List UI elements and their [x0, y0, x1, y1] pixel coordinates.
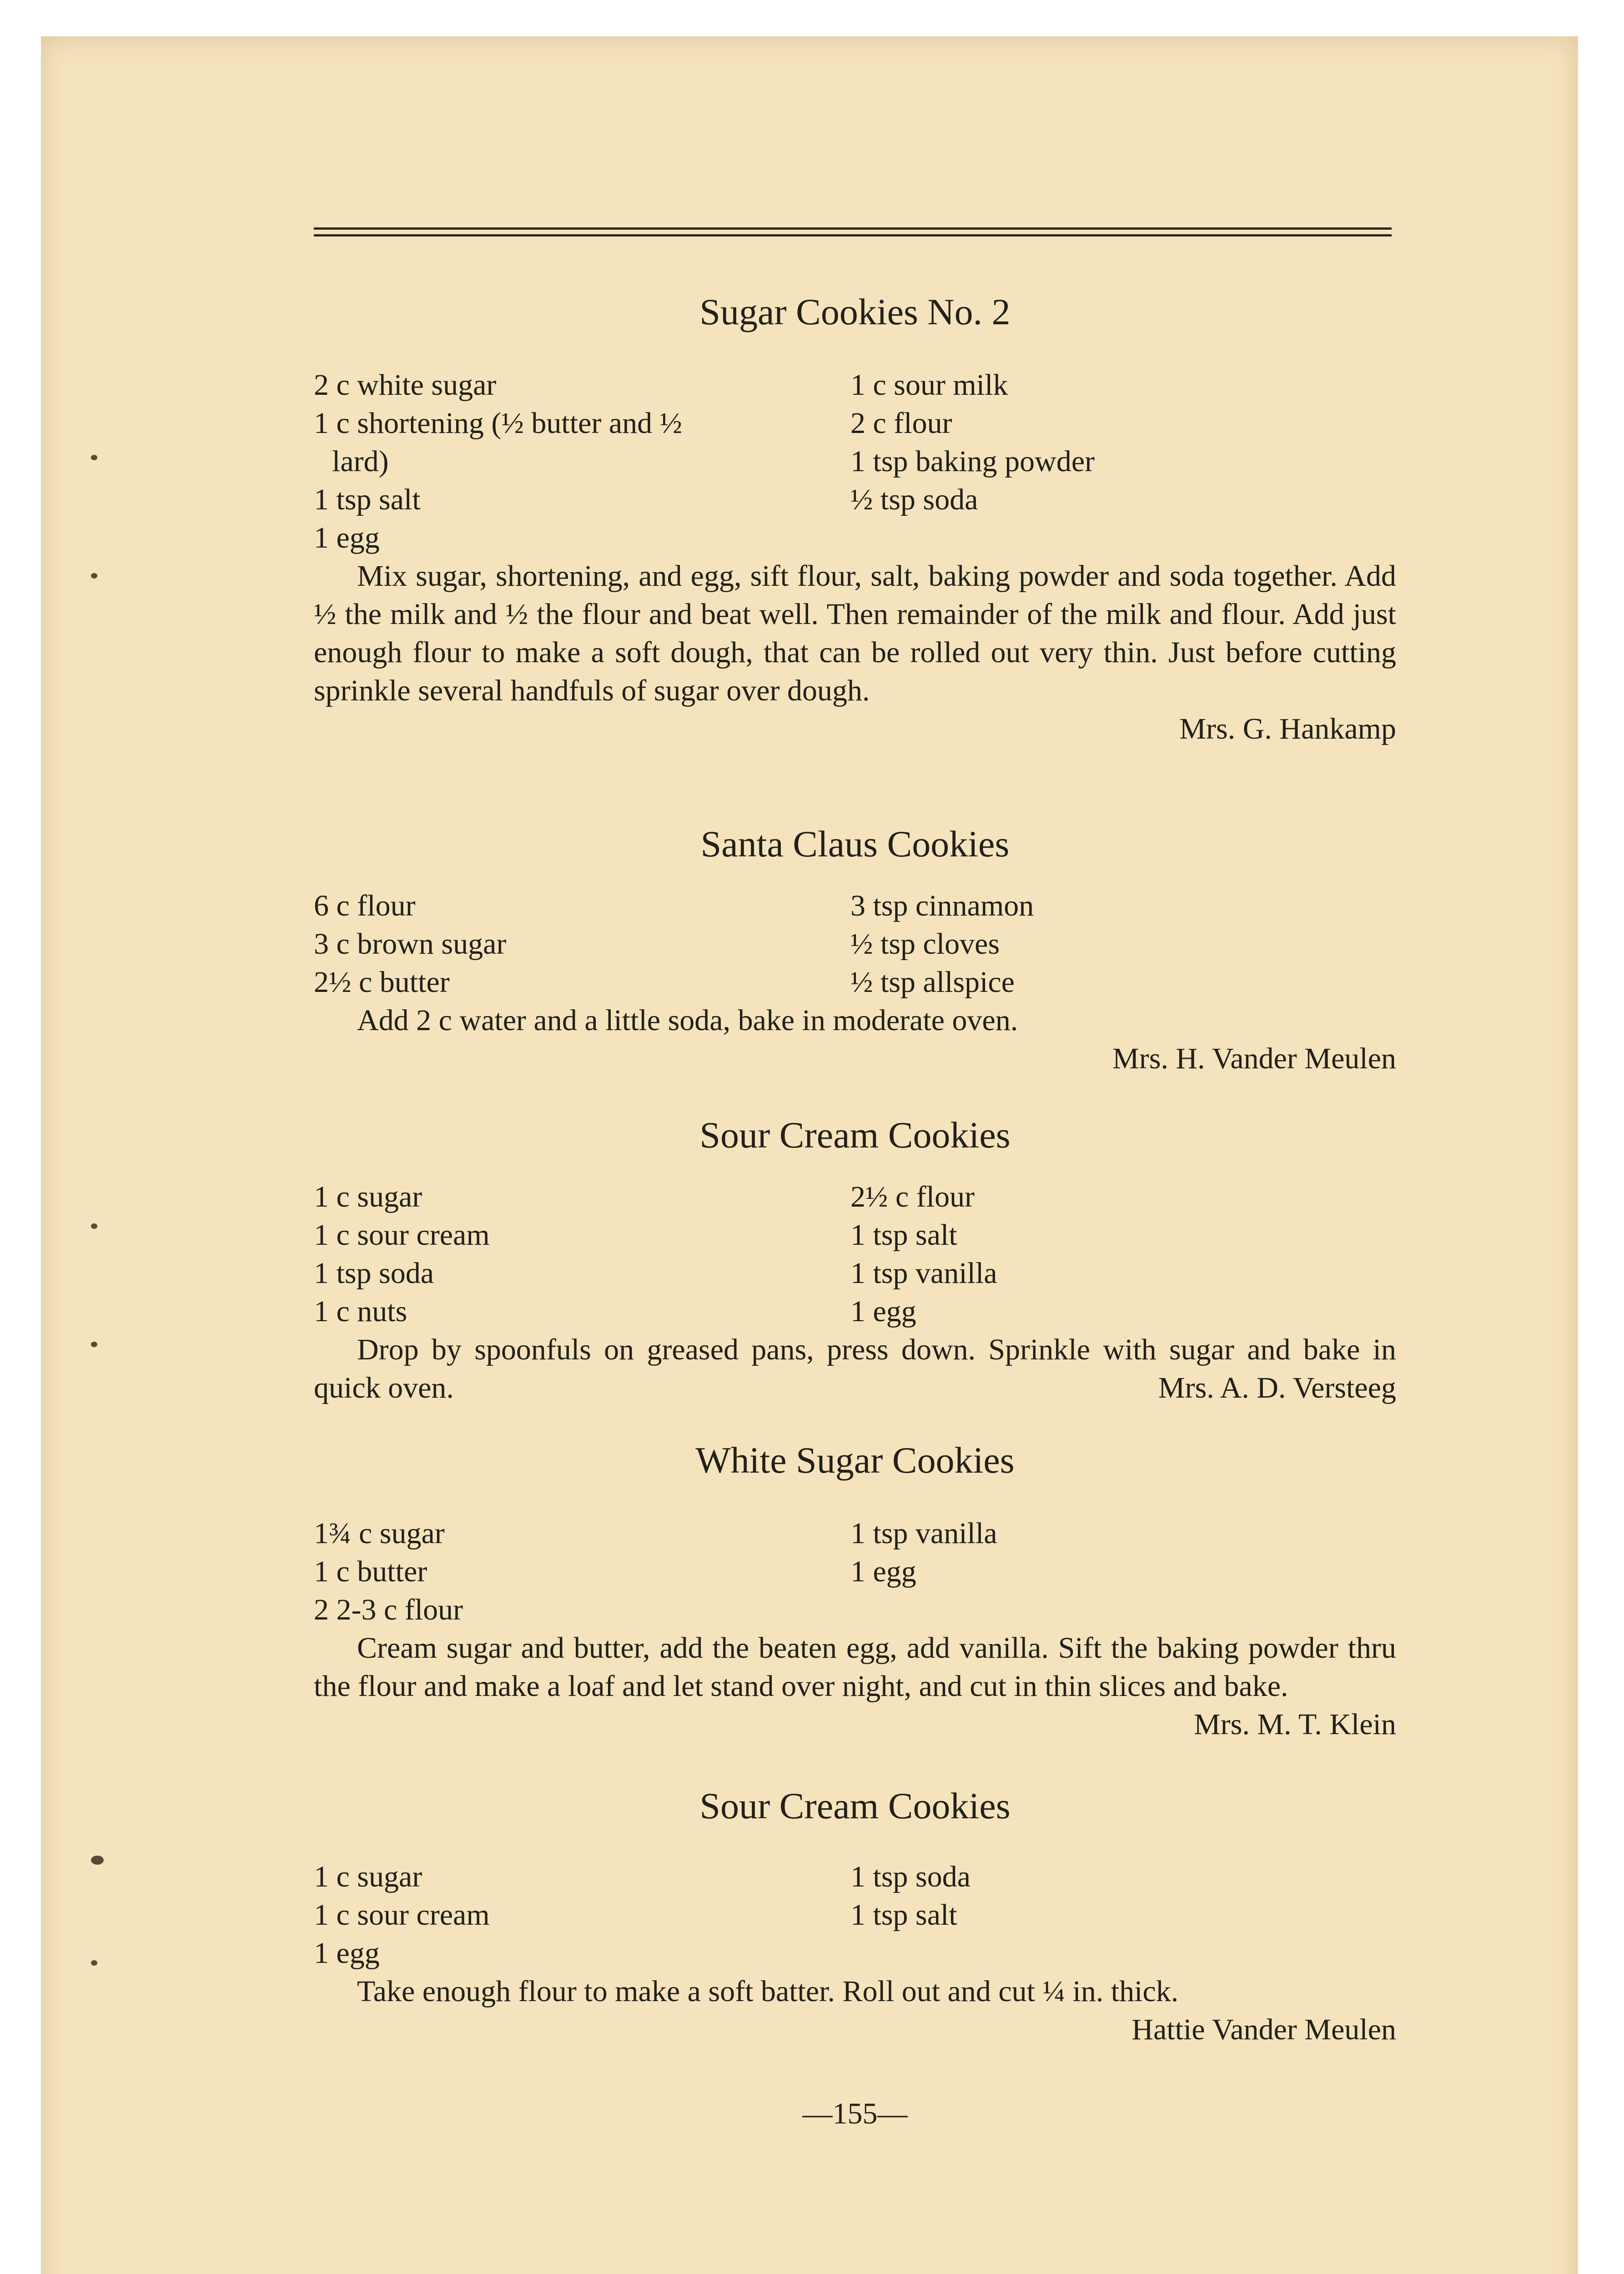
ingredient: 1 tsp soda — [850, 1860, 970, 1893]
ingredient: 1 egg — [314, 521, 380, 554]
recipe-body — [314, 1858, 1396, 2049]
recipe-body — [314, 366, 1396, 748]
ingredient — [850, 519, 1396, 557]
page-speck — [91, 1342, 97, 1347]
ingredient: 1 c butter — [314, 1555, 427, 1588]
ingredient: ½ tsp cloves — [850, 927, 1000, 961]
page-speck — [91, 1223, 97, 1229]
recipe-directions: Mix sugar, shortening, and egg, sift flour, salt, baking powder and soda together. Add ½ the milk and ½ the flour and beat well. Then remainder of the milk and flour. Add just enough flour to make a soft dough, that can be rolled out very thin. Just before cutting sprinkle several handfuls of sugar over dough. — [314, 559, 1396, 707]
ingredient: 1 tsp baking powder — [850, 445, 1095, 478]
page-speck — [91, 573, 97, 579]
ingredient: 2 2-3 c flour — [314, 1593, 463, 1626]
ingredient-list — [314, 1178, 1396, 1331]
ingredient: 6 c flour — [314, 889, 416, 922]
recipe-body — [314, 887, 1396, 1078]
recipe-directions: Add 2 c water and a little soda, bake in moderate oven. — [357, 1004, 1018, 1037]
ingredient-list — [314, 366, 1396, 557]
ingredient: 1 c nuts — [314, 1295, 407, 1328]
ingredient: 2 c flour — [850, 407, 952, 440]
ingredient: 2½ c butter — [314, 966, 450, 999]
recipe-title: Sour Cream Cookies — [699, 1114, 1011, 1156]
recipe-title: Sour Cream Cookies — [699, 1785, 1011, 1826]
ingredient: 3 tsp cinnamon — [850, 889, 1034, 922]
recipe-body — [314, 1514, 1396, 1744]
recipe-author: Hattie Vander Meulen — [1131, 2013, 1396, 2046]
recipe-title: Santa Claus Cookies — [700, 823, 1010, 865]
ingredient: 1 c sour milk — [850, 368, 1008, 402]
ingredient: ½ tsp soda — [850, 483, 978, 516]
ingredient: 1 c sour cream — [314, 1898, 490, 1932]
ingredient — [850, 1591, 1396, 1629]
ingredient-list — [314, 1514, 1396, 1629]
ingredient: 2½ c flour — [850, 1180, 975, 1213]
page-speck — [91, 455, 97, 460]
ingredient: 1 c sugar — [314, 1860, 422, 1893]
header-rule — [314, 227, 1392, 236]
recipe-directions — [314, 1629, 1396, 1741]
ingredient-list — [314, 1858, 1396, 1972]
ingredient: ½ tsp allspice — [850, 966, 1015, 999]
recipe-directions — [314, 1972, 1396, 2046]
ingredient: 1 c shortening (½ butter and ½ — [314, 407, 683, 440]
ingredient: 1 tsp salt — [850, 1898, 957, 1932]
ingredient-list — [314, 887, 1396, 1001]
ingredient: 1 tsp soda — [314, 1257, 434, 1290]
recipe-title: Sugar Cookies No. 2 — [699, 291, 1011, 332]
ingredient: 1 tsp salt — [314, 483, 421, 516]
recipe-directions-text: Drop by spoonfuls on greased pans, press down. Sprinkle with sugar and bake in quick oven. — [314, 1333, 1396, 1404]
recipe-directions-text: Take enough flour to make a soft batter. Roll out and cut ¼ in. thick. — [357, 1975, 1179, 2008]
ingredient: 1 egg — [850, 1295, 916, 1328]
recipe-author: Mrs. M. T. Klein — [1194, 1708, 1396, 1741]
ingredient: 1 tsp vanilla — [850, 1257, 997, 1290]
page-number: —155— — [802, 2097, 908, 2130]
recipe-directions-text: Cream sugar and butter, add the beaten egg, add vanilla. Sift the baking powder thru the flour and make a loaf and let stand over night, and cut in thin slices and bake. — [314, 1631, 1396, 1703]
ingredient: 1 tsp vanilla — [850, 1517, 997, 1550]
ingredient — [850, 1934, 1396, 1972]
ingredient: 1¾ c sugar — [314, 1517, 445, 1550]
ingredient: 1 c sour cream — [314, 1218, 490, 1252]
recipe-title: White Sugar Cookies — [695, 1439, 1015, 1481]
ingredient: lard) — [332, 445, 389, 478]
ingredient: 3 c brown sugar — [314, 927, 507, 961]
recipe-body — [314, 1178, 1396, 1407]
recipe-author: Mrs. G. Hankamp — [1179, 712, 1396, 745]
ingredient: 1 c sugar — [314, 1180, 422, 1213]
ingredient: 1 egg — [850, 1555, 916, 1588]
page-speck — [91, 1960, 97, 1966]
page-speck — [91, 1856, 104, 1865]
recipe-directions — [314, 1331, 1396, 1407]
recipe-author: Mrs. H. Vander Meulen — [1112, 1042, 1396, 1075]
recipe-author: Mrs. A. D. Versteeg — [1158, 1371, 1396, 1404]
ingredient: 1 egg — [314, 1937, 380, 1970]
ingredient: 2 c white sugar — [314, 368, 497, 402]
ingredient: 1 tsp salt — [850, 1218, 957, 1252]
